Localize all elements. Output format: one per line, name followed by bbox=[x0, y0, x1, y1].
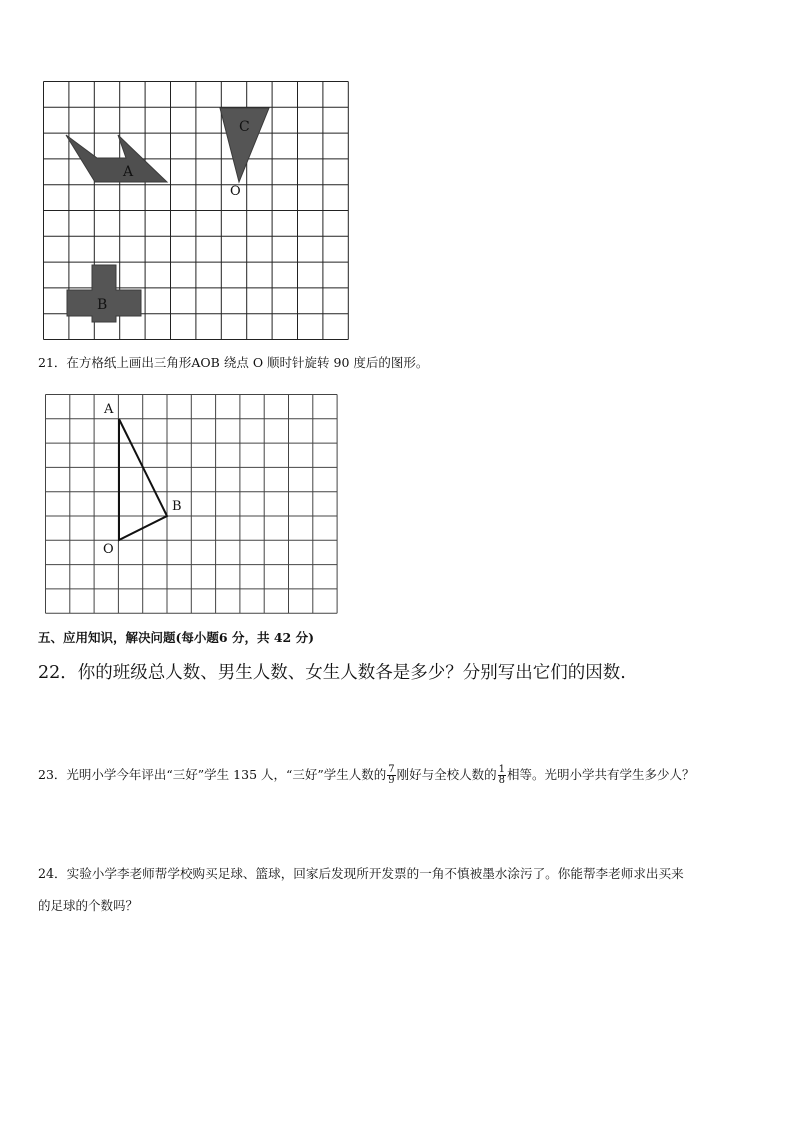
label-o: O bbox=[103, 542, 114, 557]
question-24-line-2: 的足球的个数吗？ bbox=[38, 898, 139, 913]
q23-part2: 刚好与全校人数的 bbox=[396, 767, 497, 782]
label-a: A bbox=[123, 164, 134, 180]
question-21: 21．在方格纸上画出三角形AOB 绕点 O 顺时针旋转 90 度后的图形。 bbox=[38, 355, 429, 370]
shape-b bbox=[67, 265, 141, 322]
frac2-denominator: 8 bbox=[498, 775, 506, 786]
question-23 bbox=[38, 765, 695, 786]
fraction-7-9 bbox=[387, 765, 395, 786]
section-5-heading: 五、应用知识，解决问题(每小题6 分，共 42 分) bbox=[38, 630, 314, 645]
figure-1-grid bbox=[40, 78, 356, 344]
frac1-numerator: 7 bbox=[388, 764, 395, 775]
figure-2-grid bbox=[44, 393, 340, 615]
q23-part1: 23．光明小学今年评出“三好”学生 135 人，“三好”学生人数的 bbox=[38, 767, 387, 782]
label-a: A bbox=[104, 402, 114, 417]
frac1-denominator: 9 bbox=[388, 775, 395, 786]
question-22: 22．你的班级总人数、男生人数、女生人数各是多少？分别写出它们的因数. bbox=[38, 663, 626, 683]
fraction-1-8 bbox=[498, 765, 506, 786]
question-24-line-1: 24．实验小学李老师帮学校购买足球、篮球，回家后发现所开发票的一角不慎被墨水涂污了。你能帮李老师求出买来 bbox=[38, 866, 684, 881]
q23-part3: 相等。光明小学共有学生多少人？ bbox=[507, 767, 695, 782]
label-c: C bbox=[239, 119, 250, 135]
label-b: B bbox=[172, 499, 182, 514]
label-o: O bbox=[230, 184, 241, 199]
frac2-numerator: 1 bbox=[498, 764, 506, 775]
label-b: B bbox=[97, 297, 108, 313]
